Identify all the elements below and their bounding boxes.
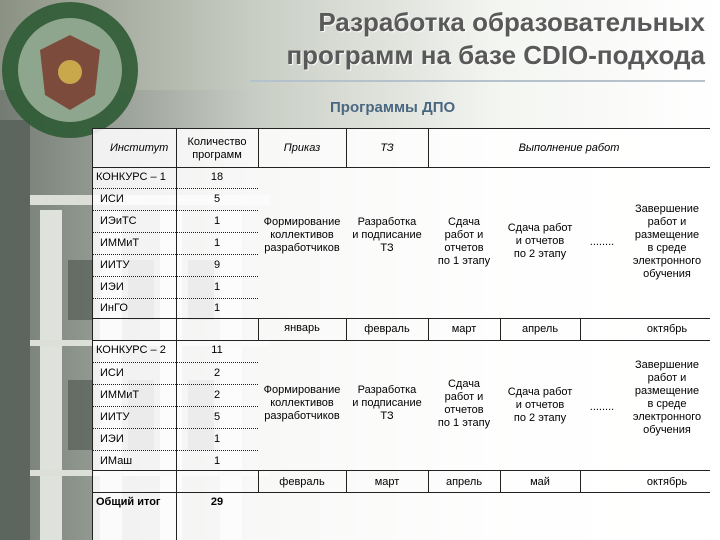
table-row-name: ИММиТ (100, 237, 140, 249)
grid-m1-e (580, 318, 581, 340)
grid-m2-e (580, 470, 581, 492)
month-cell: февраль (279, 476, 325, 488)
grid-left (92, 128, 93, 540)
table-row-count: 5 (213, 193, 221, 205)
course1-tz-text: Разработка и подписание ТЗ (352, 216, 422, 254)
course1-final-text: Завершение работ и размещение в среде электронного обучения (632, 203, 702, 280)
title-line-1: Разработка образовательных (318, 7, 705, 37)
table-row-name: ИИТУ (100, 259, 130, 271)
table-row-count: 1 (213, 455, 221, 467)
header-order: Приказ (283, 142, 321, 154)
course1-stage1-text: Сдача работ и отчетов по 1 этапу (437, 216, 491, 267)
grid-course2-bottom (92, 470, 710, 471)
table-row-name: ИММиТ (100, 389, 140, 401)
course1-label: КОНКУРС – 1 (96, 171, 166, 183)
month-cell: январь (284, 322, 320, 334)
grand-total-label: Общий итог (96, 496, 161, 508)
header-execution: Выполнение работ (518, 142, 620, 154)
table-row-count: 1 (213, 215, 221, 227)
grid-col1 (176, 128, 177, 540)
course1-total: 18 (210, 171, 224, 183)
course2-label: КОНКУРС – 2 (96, 344, 166, 356)
header-tz: ТЗ (380, 142, 394, 154)
table-row-name: ИМаш (100, 455, 133, 467)
title-line-2: программ на базе CDIO-подхода (286, 40, 705, 70)
table-row-count: 1 (213, 237, 221, 249)
slide-title (200, 6, 705, 72)
table-row-count: 2 (213, 389, 221, 401)
table-row-name: ИнГО (100, 302, 128, 314)
grid-course2-months-bottom (92, 492, 710, 493)
month-cell: февраль (364, 323, 410, 335)
table-row-count: 2 (213, 367, 221, 379)
grid-course1-bottom (92, 318, 710, 319)
course2-stage2-text: Сдача работ и отчетов по 2 этапу (507, 386, 573, 424)
month-cell: апрель (521, 323, 559, 335)
month-cell: апрель (445, 476, 483, 488)
course2-total: 11 (211, 344, 223, 356)
month-cell: октябрь (646, 476, 688, 488)
table-row-name: ИИТУ (100, 411, 130, 423)
table-row-name: ИСИ (100, 367, 124, 379)
table-row-name: ИЭИ (100, 433, 124, 445)
header-count: Количество программ (187, 136, 247, 161)
month-cell: май (530, 476, 550, 488)
course2-order-text: Формирование коллективов разработчиков (263, 384, 341, 422)
course2-tz-text: Разработка и подписание ТЗ (352, 384, 422, 422)
table-row-name: ИЭИ (100, 281, 124, 293)
grid-top (92, 128, 710, 129)
table-row-count: 5 (213, 411, 221, 423)
table-subtitle: Программы ДПО (330, 99, 456, 116)
table-row-count: 1 (213, 281, 221, 293)
course1-stage2-text: Сдача работ и отчетов по 2 этапу (507, 222, 573, 260)
table-row-name: ИСИ (100, 193, 124, 205)
month-cell: октябрь (646, 323, 688, 335)
course1-dots: ........ (589, 236, 615, 248)
month-cell: март (451, 323, 477, 335)
grid-course1-months-bottom (92, 340, 710, 341)
course1-order-text: Формирование коллективов разработчиков (263, 216, 341, 254)
course2-dots: ........ (589, 401, 615, 413)
course2-stage1-text: Сдача работ и отчетов по 1 этапу (437, 378, 491, 429)
header-institute: Институт (110, 142, 169, 154)
month-cell: март (374, 476, 400, 488)
table-row-count: 1 (213, 433, 221, 445)
university-emblem-icon (2, 2, 138, 138)
grand-total-value: 29 (210, 496, 224, 508)
table-row-count: 9 (213, 259, 221, 271)
table-row-name: ИЭиТС (100, 215, 137, 227)
course2-final-text: Завершение работ и размещение в среде электронного обучения (632, 359, 702, 436)
table-row-count: 1 (213, 302, 221, 314)
grid-header-bottom (92, 167, 710, 168)
title-underline (250, 80, 705, 82)
